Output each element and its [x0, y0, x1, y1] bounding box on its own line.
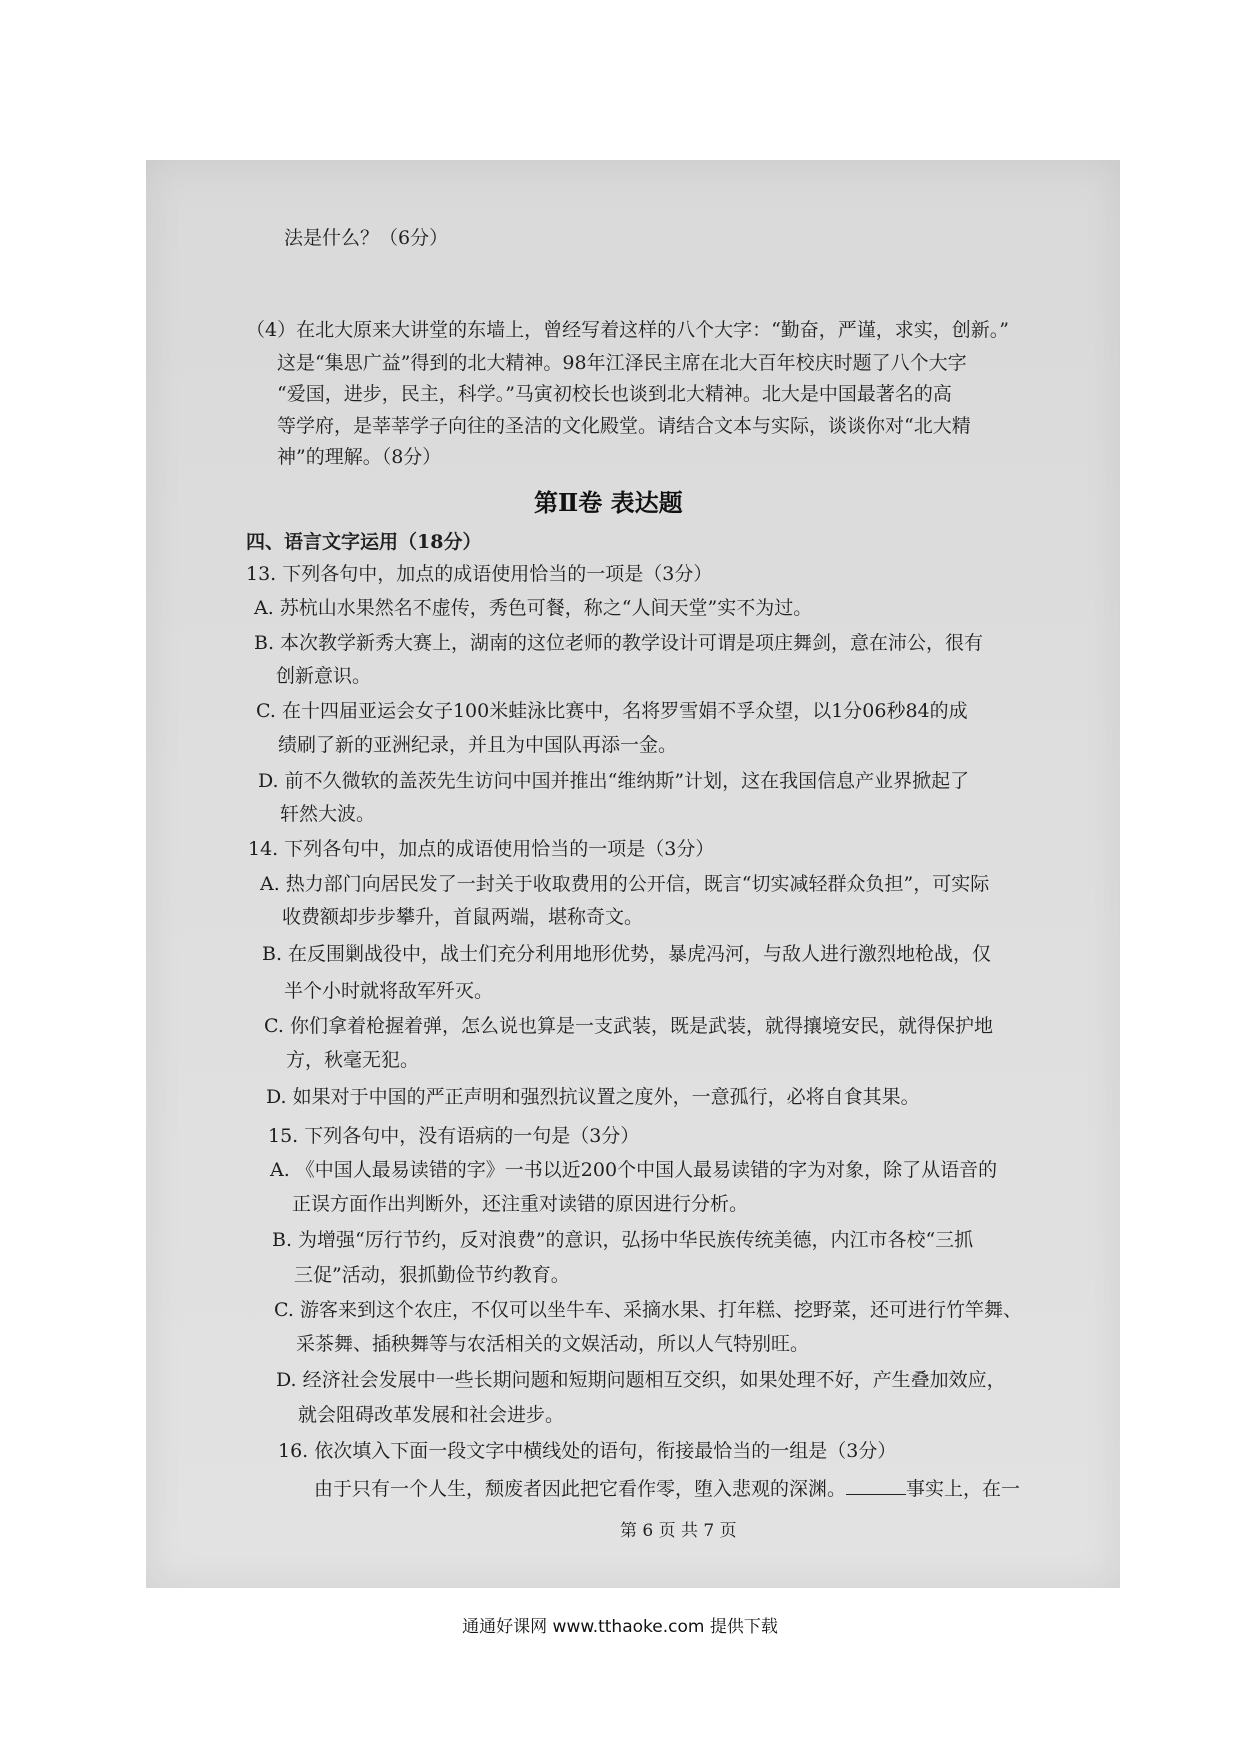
exam-page-photo	[146, 160, 1120, 1588]
q15-option-c-cont: 采茶舞、插秧舞等与农活相关的文娱活动，所以人气特别旺。	[296, 1333, 810, 1355]
q16-text-before: 由于只有一个人生，颓废者因此把它看作零，堕入悲观的深渊。	[314, 1478, 847, 1500]
q14-option-c-cont: 方，秋毫无犯。	[286, 1049, 420, 1071]
q16-blank	[846, 1476, 906, 1495]
section-4-heading: 四、语言文字运用（18分）	[246, 531, 482, 553]
q15-option-c: C. 游客来到这个农庄，不仅可以坐牛车、采摘水果、打年糕、挖野菜，还可进行竹竿舞、	[274, 1299, 1022, 1321]
q12-4-line-2: 这是“集思广益”得到的北大精神。98年江泽民主席在北大百年校庆时题了八个大字	[277, 352, 967, 374]
q13-option-a: A. 苏杭山水果然名不虚传，秀色可餐，称之“人间天堂”实不为过。	[254, 597, 813, 619]
q16-stem: 16. 依次填入下面一段文字中横线处的语句，衔接最恰当的一组是（3分）	[278, 1440, 897, 1462]
q15-option-a-cont: 正误方面作出判断外，还注重对读错的原因进行分析。	[292, 1193, 749, 1215]
q15-option-d-cont: 就会阻碍改革发展和社会进步。	[298, 1404, 565, 1426]
q13-option-c: C. 在十四届亚运会女子100米蛙泳比赛中，名将罗雪娟不孚众望，以1分06秒84的成	[256, 700, 968, 722]
q16-text	[314, 1476, 1020, 1501]
q15-option-b: B. 为增强“厉行节约，反对浪费”的意识，弘扬中华民族传统美德，内江市各校“三抓	[272, 1229, 974, 1251]
q14-option-b-cont: 半个小时就将敌军歼灭。	[284, 980, 494, 1002]
q14-option-d: D. 如果对于中国的严正声明和强烈抗议置之度外，一意孤行，必将自食其果。	[266, 1086, 920, 1108]
q12-4-line-4: 等学府，是莘莘学子向往的圣洁的文化殿堂。请结合文本与实际，谈谈你对“北大精	[277, 415, 971, 437]
q13-option-b: B. 本次教学新秀大赛上，湖南的这位老师的教学设计可谓是项庄舞剑，意在沛公，很有	[254, 632, 984, 654]
q13-option-d-cont: 轩然大波。	[280, 803, 376, 825]
q13-stem: 13. 下列各句中，加点的成语使用恰当的一项是（3分）	[246, 563, 713, 585]
q13-option-c-cont: 绩刷了新的亚洲纪录，并且为中国队再添一金。	[278, 734, 678, 756]
q15-stem: 15. 下列各句中，没有语病的一句是（3分）	[268, 1125, 640, 1147]
q14-option-a: A. 热力部门向居民发了一封关于收取费用的公开信，既言“切实减轻群众负担”，可实际	[260, 873, 990, 895]
q13-option-b-cont: 创新意识。	[276, 665, 372, 687]
site-footer: 通通好课网 www.tthaoke.com 提供下载	[462, 1617, 778, 1637]
q14-stem: 14. 下列各句中，加点的成语使用恰当的一项是（3分）	[248, 838, 715, 860]
q14-option-a-cont: 收费额却步步攀升，首鼠两端，堪称奇文。	[282, 906, 644, 928]
q15-option-d: D. 经济社会发展中一些长期问题和短期问题相互交织，如果处理不好，产生叠加效应，	[276, 1369, 1006, 1391]
q16-text-after: 事实上，在一	[906, 1478, 1021, 1500]
q15-option-b-cont: 三促”活动，狠抓勤俭节约教育。	[294, 1264, 570, 1286]
q12-4-line-3: “爱国，进步，民主，科学。”马寅初校长也谈到北大精神。北大是中国最著名的高	[277, 383, 952, 405]
part2-title: 第Ⅱ卷 表达题	[534, 488, 683, 517]
q14-option-b: B. 在反围剿战役中，战士们充分利用地形优势，暴虎冯河，与敌人进行激烈地枪战，仅	[262, 943, 992, 965]
q15-option-a: A. 《中国人最易读错的字》一书以近200个中国人最易读错的字为对象，除了从语音的	[270, 1159, 998, 1181]
q12-tail: 法是什么？（6分）	[284, 227, 449, 249]
q12-4-line-5: 神”的理解。（8分）	[277, 446, 442, 468]
q13-option-d: D. 前不久微软的盖茨先生访问中国并推出“维纳斯”计划，这在我国信息产业界掀起了	[258, 770, 970, 792]
q12-4-line-1: （4）在北大原来大讲堂的东墙上，曾经写着这样的八个大字：“勤奋，严谨，求实，创新。”	[246, 319, 1010, 341]
page-number-footer: 第 6 页 共 7 页	[620, 1521, 737, 1541]
q14-option-c: C. 你们拿着枪握着弹，怎么说也算是一支武装，既是武装，就得攘境安民，就得保护地	[264, 1015, 993, 1037]
